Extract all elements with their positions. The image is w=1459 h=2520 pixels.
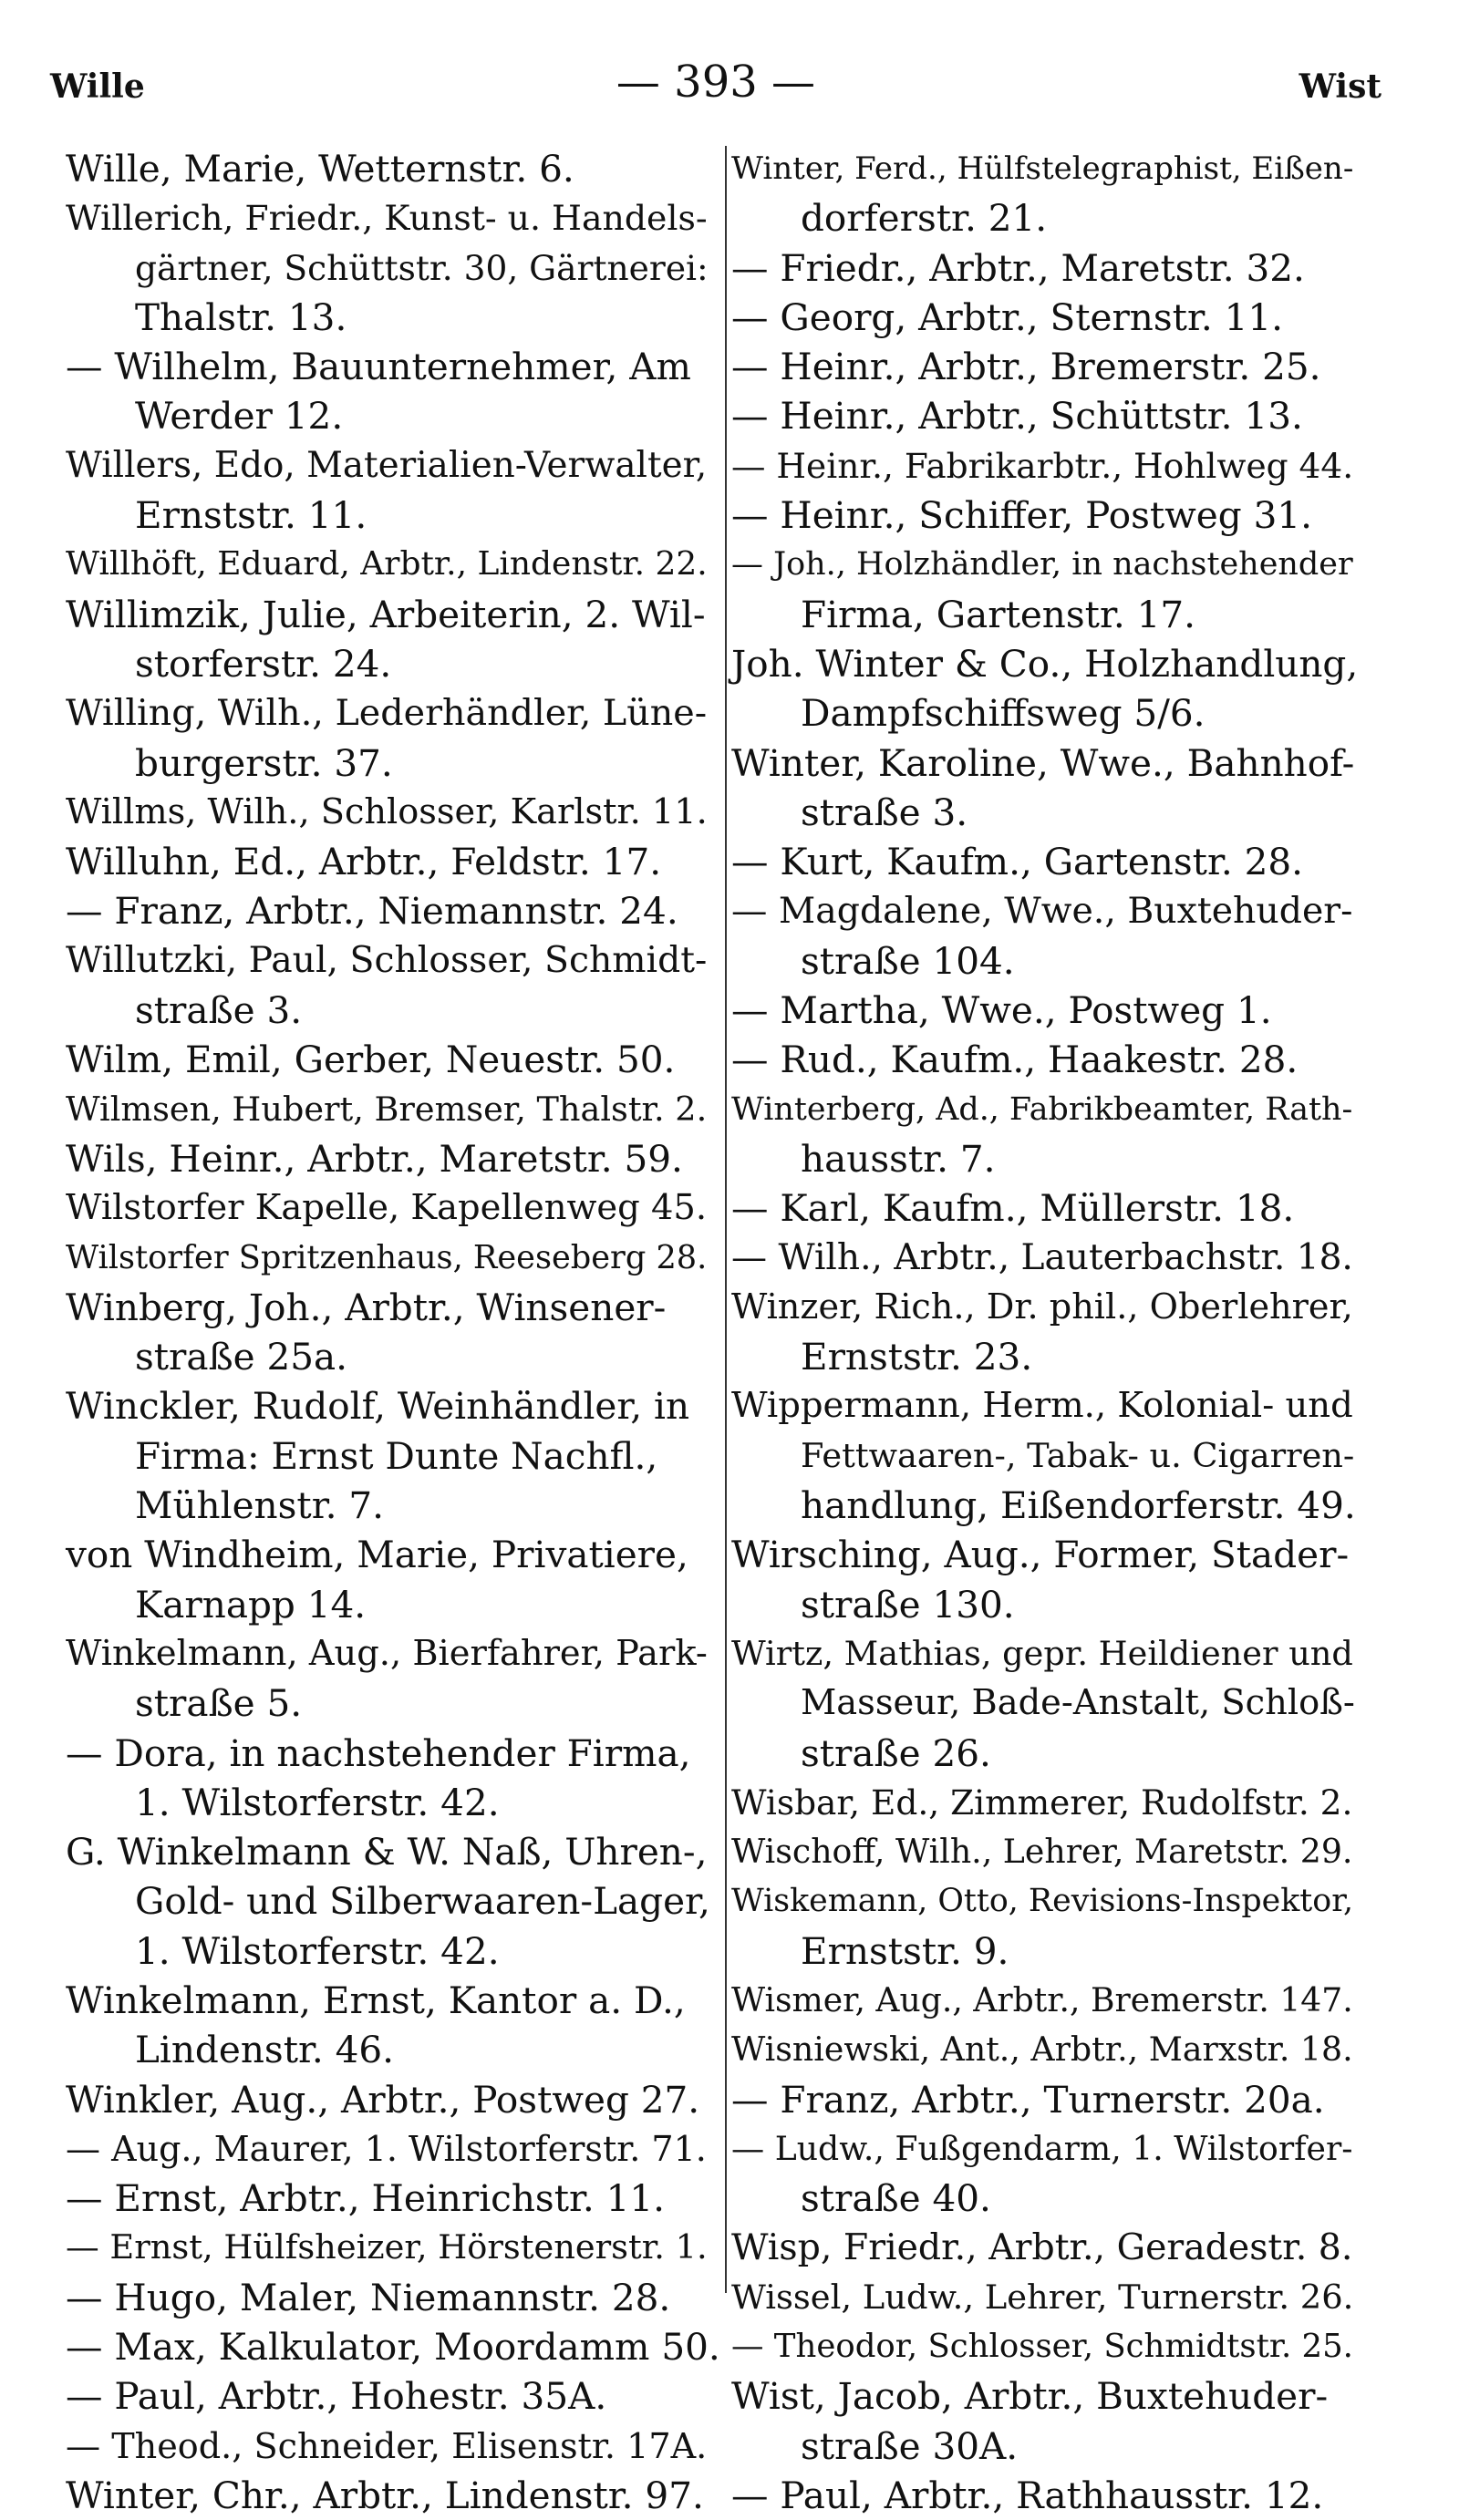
- directory-entry-line: Wisp, Friedr., Arbtr., Geradestr. 8.: [731, 2226, 1353, 2269]
- directory-entry-line: — Friedr., Arbtr., Maretstr. 32.: [731, 245, 1305, 290]
- directory-entry-line: Winter, Chr., Arbtr., Lindenstr. 97.: [66, 2473, 704, 2517]
- directory-entry-line: straße 3.: [135, 988, 303, 1033]
- directory-entry-line: Willers, Edo, Materialien-Verwalter,: [66, 444, 708, 486]
- directory-entry-line: Wilmsen, Hubert, Bremser, Thalstr. 2.: [66, 1089, 708, 1129]
- directory-entry-line: — Hugo, Maler, Niemannstr. 28.: [66, 2275, 671, 2319]
- directory-entry-line: Ernststr. 23.: [801, 1335, 1033, 1379]
- directory-entry-line: Wils, Heinr., Arbtr., Maretstr. 59.: [66, 1136, 683, 1181]
- right-column: [731, 144, 1366, 2520]
- directory-entry-line: Winter, Ferd., Hülfstelegraphist, Eißen-: [731, 150, 1354, 187]
- directory-entry-line: Winzer, Rich., Dr. phil., Oberlehrer,: [731, 1286, 1353, 1327]
- directory-entry-line: — Ernst, Hülfsheizer, Hörstenerstr. 1.: [66, 2227, 708, 2267]
- directory-entry-line: von Windheim, Marie, Privatiere,: [66, 1533, 688, 1577]
- left-column: [66, 144, 720, 2520]
- directory-entry-line: Wirsching, Aug., Former, Stader-: [731, 1533, 1350, 1577]
- directory-entry-line: Joh. Winter & Co., Holzhandlung,: [731, 641, 1359, 686]
- directory-entry-line: Ernststr. 9.: [801, 1928, 1009, 1973]
- directory-entry-line: — Paul, Arbtr., Rathhausstr. 12.: [731, 2473, 1324, 2517]
- directory-entry-line: — Rud., Kaufm., Haakestr. 28.: [731, 1038, 1299, 1082]
- directory-entry-line: — Wilhelm, Bauunternehmer, Am: [66, 345, 691, 389]
- directory-entry-line: Wilm, Emil, Gerber, Neuestr. 50.: [66, 1038, 676, 1082]
- directory-entry-line: Wille, Marie, Wetternstr. 6.: [66, 147, 574, 191]
- page-number: — 393 —: [616, 57, 816, 108]
- directory-entry-line: Wilstorfer Spritzenhaus, Reeseberg 28.: [66, 1238, 708, 1276]
- directory-entry-line: — Heinr., Arbtr., Bremerstr. 25.: [731, 345, 1321, 389]
- directory-entry-line: — Wilh., Arbtr., Lauterbachstr. 18.: [731, 1236, 1353, 1278]
- directory-entry-line: — Theodor, Schlosser, Schmidtstr. 25.: [731, 2328, 1353, 2366]
- directory-entry-line: Wisniewski, Ant., Arbtr., Marxstr. 18.: [731, 2029, 1353, 2070]
- directory-entry-line: — Heinr., Fabrikarbtr., Hohlweg 44.: [731, 445, 1354, 486]
- directory-entry-line: Dampfschiffsweg 5/6.: [801, 691, 1205, 736]
- directory-entry-line: — Ludw., Fußgendarm, 1. Wilstorfer-: [731, 2128, 1353, 2168]
- directory-entry-line: Lindenstr. 46.: [135, 2028, 395, 2072]
- directory-entry-line: — Aug., Maurer, 1. Wilstorferstr. 71.: [66, 2128, 707, 2169]
- directory-entry-line: — Karl, Kaufm., Müllerstr. 18.: [731, 1186, 1295, 1231]
- directory-entry-line: Wilstorfer Kapelle, Kapellenweg 45.: [66, 1187, 708, 1229]
- running-head-right: Wist: [1299, 67, 1381, 106]
- directory-entry-line: Willutzki, Paul, Schlosser, Schmidt-: [66, 939, 708, 981]
- directory-entry-line: Ernststr. 11.: [135, 493, 367, 538]
- directory-entry-line: Thalstr. 13.: [135, 294, 347, 339]
- directory-entry-line: Werder 12.: [135, 394, 344, 439]
- directory-entry-line: Winterberg, Ad., Fabrikbeamter, Rath-: [731, 1090, 1353, 1128]
- directory-entry-line: dorferstr. 21.: [801, 196, 1048, 241]
- directory-entry-line: G. Winkelmann & W. Naß, Uhren-,: [66, 1830, 708, 1875]
- directory-entry-line: burgerstr. 37.: [135, 740, 393, 785]
- directory-entry-line: straße 40.: [801, 2176, 991, 2221]
- directory-entry-line: 1. Wilstorferstr. 42.: [135, 1928, 500, 1973]
- directory-entry-line: Winkelmann, Ernst, Kantor a. D.,: [66, 1978, 686, 2022]
- directory-entry-line: — Heinr., Arbtr., Schüttstr. 13.: [731, 394, 1303, 439]
- directory-entry-line: — Dora, in nachstehender Firma,: [66, 1730, 691, 1775]
- directory-entry-line: — Georg, Arbtr., Sternstr. 11.: [731, 294, 1284, 339]
- directory-entry-line: Wisbar, Ed., Zimmerer, Rudolfstr. 2.: [731, 1782, 1353, 1823]
- column-divider: [725, 146, 727, 2293]
- directory-entry-line: — Kurt, Kaufm., Gartenstr. 28.: [731, 840, 1304, 884]
- directory-entry-line: — Joh., Holzhändler, in nachstehender: [731, 546, 1353, 584]
- directory-entry-line: gärtner, Schüttstr. 30, Gärtnerei:: [135, 247, 709, 288]
- directory-entry-line: Wissel, Ludw., Lehrer, Turnerstr. 26.: [731, 2277, 1354, 2317]
- directory-entry-line: — Ernst, Arbtr., Heinrichstr. 11.: [66, 2176, 666, 2221]
- directory-entry-line: Fettwaaren-, Tabak- u. Cigarren-: [801, 1435, 1355, 1475]
- directory-entry-line: Willhöft, Eduard, Arbtr., Lindenstr. 22.: [66, 545, 708, 584]
- directory-entry-line: Winkelmann, Aug., Bierfahrer, Park-: [66, 1632, 708, 1674]
- directory-entry-line: — Max, Kalkulator, Moordamm 50.: [66, 2325, 720, 2370]
- directory-entry-line: — Franz, Arbtr., Turnerstr. 20a.: [731, 2077, 1325, 2122]
- directory-entry-line: storferstr. 24.: [135, 641, 392, 686]
- directory-entry-line: — Franz, Arbtr., Niemannstr. 24.: [66, 889, 678, 934]
- running-head-left: Wille: [50, 67, 145, 106]
- directory-entry-line: Gold- und Silberwaaren-Lager,: [135, 1879, 710, 1924]
- directory-entry-line: Karnapp 14.: [135, 1582, 367, 1627]
- directory-entry-line: Winter, Karoline, Wwe., Bahnhof-: [731, 740, 1355, 785]
- directory-entry-line: Wiskemann, Otto, Revisions-Inspektor,: [731, 1883, 1354, 1920]
- directory-entry-line: Willimzik, Julie, Arbeiterin, 2. Wil-: [66, 592, 706, 636]
- directory-entry-line: — Martha, Wwe., Postweg 1.: [731, 988, 1272, 1033]
- directory-entry-line: Firma, Gartenstr. 17.: [801, 592, 1196, 636]
- directory-entry-line: Wist, Jacob, Arbtr., Buxtehuder-: [731, 2374, 1329, 2419]
- page-header: [50, 57, 1381, 111]
- directory-entry-line: Wischoff, Wilh., Lehrer, Maretstr. 29.: [731, 1832, 1353, 1872]
- directory-entry-line: straße 3.: [801, 790, 968, 834]
- directory-entry-line: Willerich, Friedr., Kunst- u. Handels-: [66, 198, 708, 239]
- directory-entry-line: Winberg, Joh., Arbtr., Winsener-: [66, 1285, 667, 1329]
- directory-entry-line: 1. Wilstorferstr. 42.: [135, 1780, 500, 1824]
- directory-entry-line: Willuhn, Ed., Arbtr., Feldstr. 17.: [66, 840, 662, 884]
- directory-entry-line: — Paul, Arbtr., Hohestr. 35A.: [66, 2374, 607, 2419]
- directory-entry-line: straße 30A.: [801, 2423, 1019, 2468]
- directory-entry-line: — Magdalene, Wwe., Buxtehuder-: [731, 890, 1353, 933]
- directory-entry-line: handlung, Eißendorferstr. 49.: [801, 1483, 1356, 1528]
- directory-entry-line: Willing, Wilh., Lederhändler, Lüne-: [66, 692, 708, 735]
- directory-entry-line: straße 5.: [135, 1681, 303, 1726]
- directory-entry-line: Winkler, Aug., Arbtr., Postweg 27.: [66, 2077, 700, 2122]
- directory-entry-line: Winckler, Rudolf, Weinhändler, in: [66, 1384, 690, 1429]
- directory-entry-line: straße 104.: [801, 938, 1015, 983]
- directory-entry-line: Firma: Ernst Dunte Nachfl.,: [135, 1433, 658, 1478]
- directory-entry-line: — Heinr., Schiffer, Postweg 31.: [731, 493, 1312, 538]
- directory-entry-line: Wirtz, Mathias, gepr. Heildiener und: [731, 1633, 1353, 1673]
- directory-entry-line: hausstr. 7.: [801, 1136, 996, 1181]
- directory-entry-line: Willms, Wilh., Schlosser, Karlstr. 11.: [66, 790, 708, 832]
- directory-entry-line: Wippermann, Herm., Kolonial- und: [731, 1385, 1353, 1427]
- directory-entry-line: Wismer, Aug., Arbtr., Bremerstr. 147.: [731, 1979, 1353, 2019]
- directory-entry-line: straße 25a.: [135, 1335, 348, 1379]
- directory-entry-line: Mühlenstr. 7.: [135, 1483, 384, 1528]
- directory-entry-line: Masseur, Bade-Anstalt, Schloß-: [801, 1682, 1355, 1724]
- directory-entry-line: straße 130.: [801, 1582, 1015, 1627]
- directory-entry-line: straße 26.: [801, 1730, 991, 1775]
- directory-entry-line: — Theod., Schneider, Elisenstr. 17A.: [66, 2425, 708, 2466]
